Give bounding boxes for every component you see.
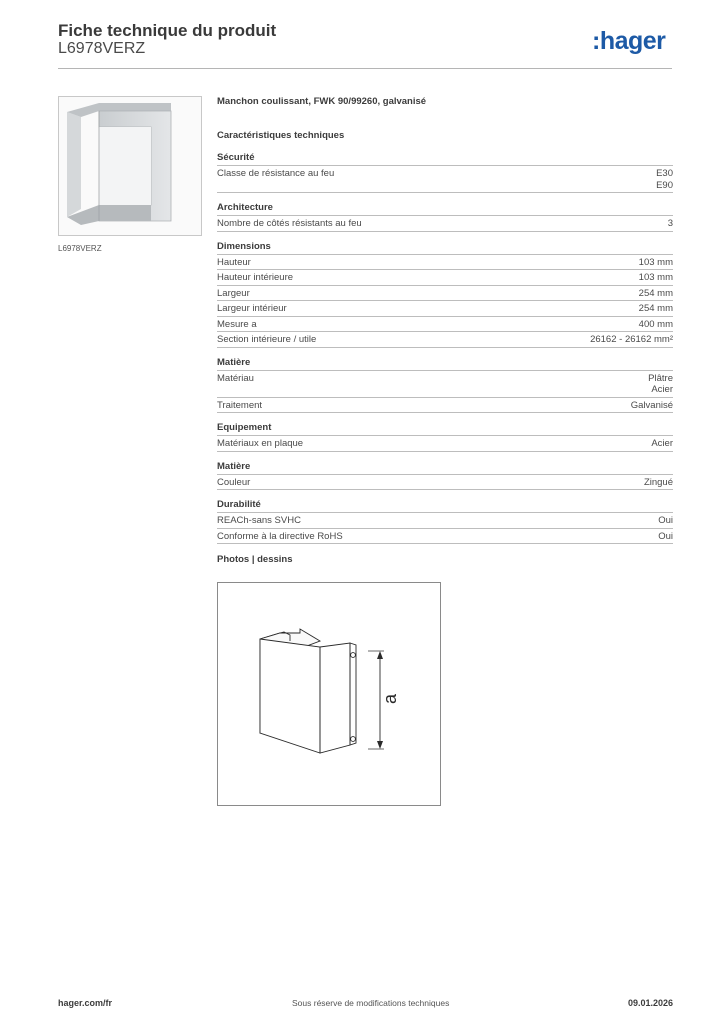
section-title: Durabilité (217, 499, 673, 513)
spec-row (217, 398, 673, 414)
technical-drawing (217, 582, 441, 806)
section-title: Architecture (217, 202, 673, 216)
section-matiere (217, 357, 673, 414)
spec-value-line: 400 mm (638, 318, 673, 330)
spec-value-line: 26162 - 26162 mm² (590, 334, 673, 345)
spec-label: Couleur (217, 476, 251, 488)
spec-label: Hauteur (217, 256, 251, 268)
characteristics-heading: Caractéristiques techniques (217, 130, 345, 141)
spec-row (217, 332, 673, 348)
spec-value-line: 3 (667, 218, 673, 229)
footer-date: 09.01.2026 (628, 998, 674, 1008)
section-architecture (217, 202, 673, 232)
spec-value-line: 103 mm (638, 256, 673, 268)
spec-value-line: Plâtre (648, 372, 673, 384)
spec-row (217, 475, 673, 491)
spec-value-line: Acier (651, 384, 673, 395)
spec-value (644, 477, 673, 489)
section-matiere-couleur (217, 461, 673, 491)
spec-label: Matériaux en plaque (217, 438, 304, 449)
spec-value-line: Oui (658, 530, 673, 542)
spec-row (217, 513, 673, 529)
spec-label: Traitement (217, 399, 263, 411)
spec-value (668, 218, 673, 230)
spec-value (651, 438, 673, 450)
spec-value (639, 288, 673, 300)
thumbnail-caption: L6978VERZ (58, 244, 102, 253)
section-title: Matière (217, 461, 673, 475)
spec-label: Nombre de côtés résistants au feu (217, 218, 362, 229)
page-title: Fiche technique du produit (58, 21, 277, 40)
section-title: Equipement (217, 422, 673, 436)
spec-value (656, 168, 673, 191)
spec-row (217, 286, 673, 302)
product-thumbnail (58, 96, 202, 236)
section-dimensions (217, 241, 673, 348)
spec-label: Matériau (217, 372, 254, 384)
spec-value-line: Oui (658, 515, 673, 526)
sleeve-photo-icon (59, 97, 201, 235)
spec-label: Conforme à la directive RoHS (217, 530, 343, 542)
spec-value (648, 373, 673, 396)
spec-content (217, 96, 673, 565)
arrow-up-icon (377, 651, 383, 659)
dimension-label: a (380, 693, 400, 705)
section-title: Dimensions (217, 241, 673, 255)
spec-label: Classe de résistance au feu (217, 168, 335, 179)
spec-value (590, 334, 673, 346)
spec-row (217, 301, 673, 317)
spec-label: Largeur (217, 287, 250, 299)
section-title: Sécurité (217, 152, 673, 166)
spec-value-line: E90 (656, 179, 673, 191)
spec-row (217, 270, 673, 286)
spec-row (217, 166, 673, 193)
spec-value-line: Acier (651, 438, 673, 449)
arrow-down-icon (377, 741, 383, 749)
spec-value (639, 303, 673, 315)
spec-value-line: Zingué (643, 476, 673, 488)
spec-value (631, 400, 673, 412)
header-divider (58, 68, 672, 69)
spec-row (217, 436, 673, 452)
footer-website[interactable]: hager.com/fr (58, 998, 113, 1008)
section-equipement (217, 422, 673, 452)
spec-value-line: 103 mm (638, 272, 673, 283)
spec-value-line: E30 (656, 168, 673, 179)
spec-label: Largeur intérieur (217, 303, 287, 314)
spec-value-line: 254 mm (638, 303, 673, 314)
spec-row (217, 317, 673, 333)
section-title: Matière (217, 357, 673, 371)
spec-value-line: 254 mm (638, 287, 673, 299)
spec-value-line: Galvanisé (630, 399, 673, 411)
spec-row (217, 216, 673, 232)
spec-row (217, 255, 673, 271)
product-name: Manchon coulissant, FWK 90/99260, galvanisé (217, 96, 427, 107)
section-securite (217, 152, 673, 193)
spec-value (639, 319, 673, 331)
product-reference: L6978VERZ (58, 40, 146, 57)
footer-disclaimer: Sous réserve de modifications techniques (292, 998, 450, 1008)
spec-value (639, 257, 673, 269)
spec-row (217, 371, 673, 398)
spec-value (658, 531, 673, 543)
spec-row (217, 529, 673, 545)
spec-value (639, 272, 673, 284)
sleeve-drawing-icon (218, 583, 440, 805)
spec-value (658, 515, 673, 527)
spec-label: REACh-sans SVHC (217, 515, 301, 526)
hager-logo[interactable]: :hager (592, 27, 666, 55)
spec-label: Mesure a (217, 318, 257, 330)
section-durabilite (217, 499, 673, 544)
photos-heading: Photos | dessins (217, 554, 293, 565)
spec-label: Hauteur intérieure (217, 272, 294, 283)
spec-label: Section intérieure / utile (217, 334, 317, 345)
